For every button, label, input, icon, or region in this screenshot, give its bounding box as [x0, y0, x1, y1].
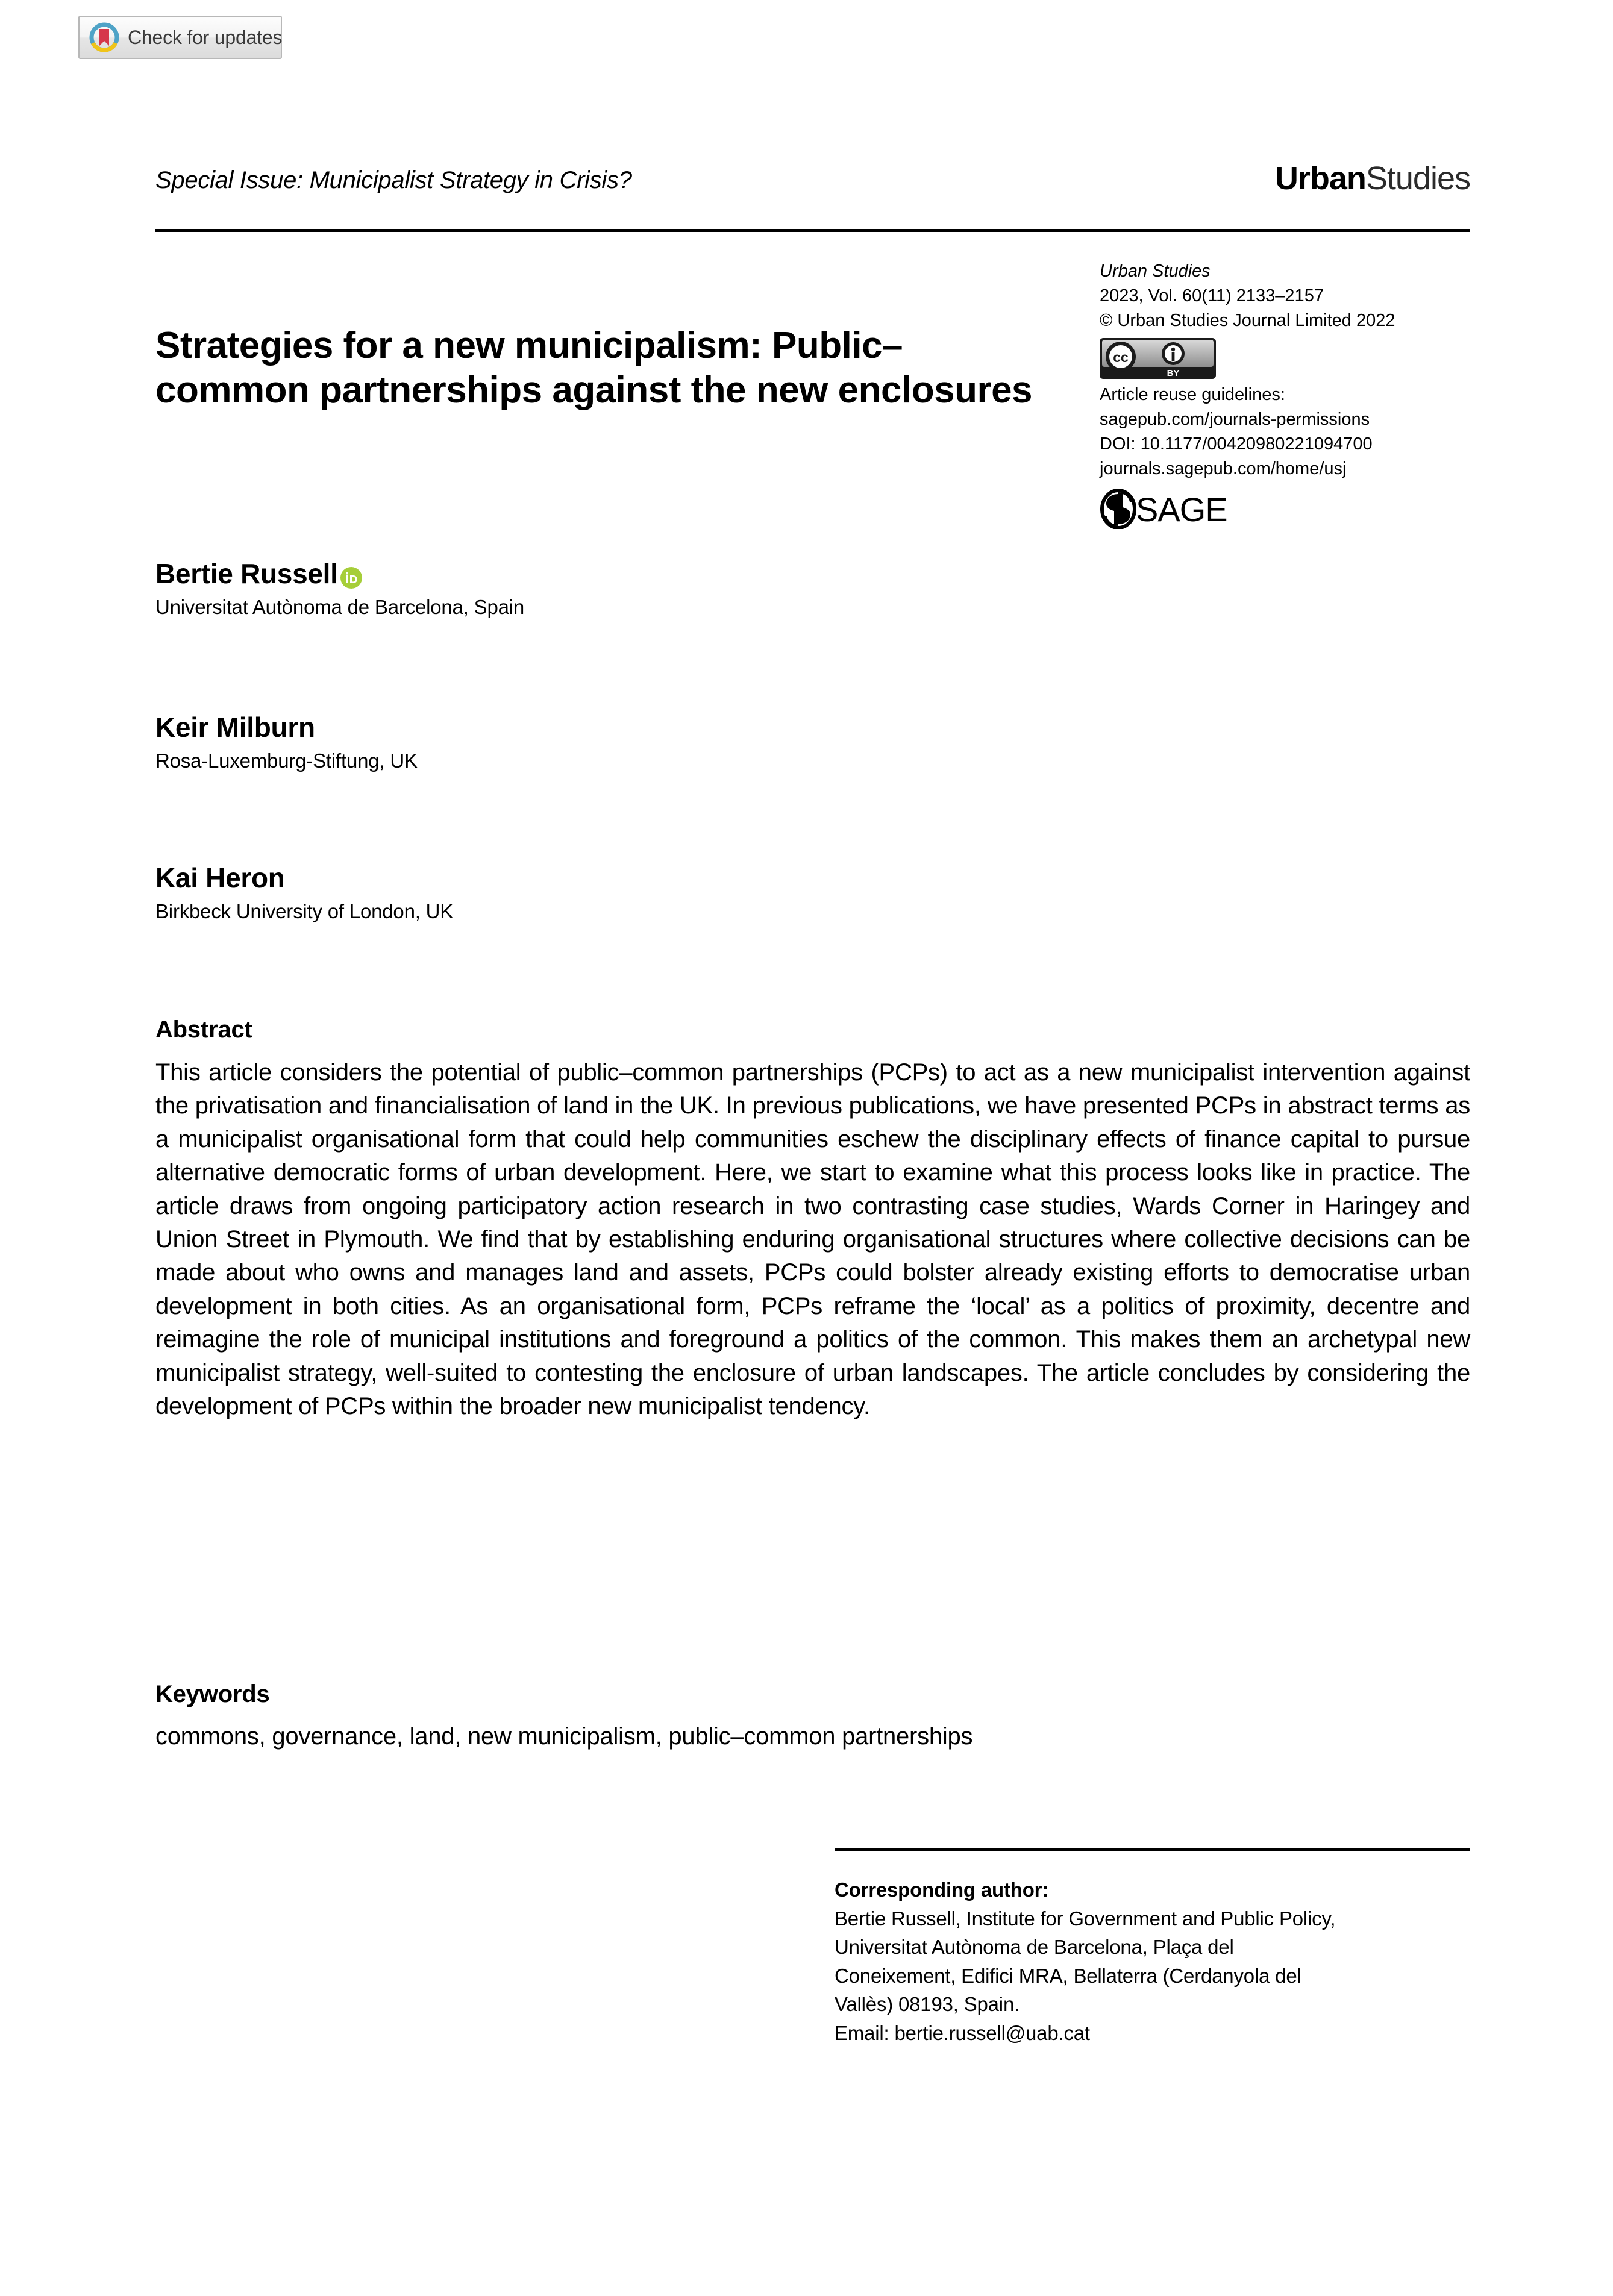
author-affiliation: Rosa-Luxemburg-Stiftung, UK [155, 749, 418, 772]
cc-by-icon[interactable] [1100, 338, 1216, 379]
metadata-journal-name: Urban Studies [1100, 261, 1211, 281]
author-name-text: Keir Milburn [155, 712, 315, 743]
header-divider [155, 229, 1470, 232]
corresponding-author-line-4: Vallès) 08193, Spain. [835, 1993, 1020, 2016]
author-affiliation: Birkbeck University of London, UK [155, 900, 454, 922]
orcid-icon[interactable] [340, 563, 362, 584]
author-name [155, 711, 1059, 743]
metadata-copyright: © Urban Studies Journal Limited 2022 [1100, 311, 1395, 331]
abstract-text: This article considers the potential of public–common partnerships (PCPs) to act as a new municipalist intervention against the privatisation and financialisation of land in the UK. In previous publications, we have presented PCPs in abstract terms as a municipalist organisational form that could help communities eschew the disciplinary effects of finance capital to pursue alternative democratic forms of urban development. Here, we start to examine what this process looks like in practice. The article draws from ongoing participatory action research in two contrasting case studies, Wards Corner in Haringey and Union Street in Plymouth. We find that by establishing enduring organisational structures where collective decisions can be made about who owns and manages land and assets, PCPs could bolster already existing efforts to democratise urban development in both cities. As an organisational form, PCPs reframe the ‘local’ as a politics of proximity, decentre and reimagine the role of municipal institutions and foreground a politics of the common. This makes them an archetypal new municipalist strategy, well-suited to contesting the enclosure of urban landscapes. The article concludes by considering the development of PCPs within the broader new municipalist tendency. [155, 1059, 1470, 1419]
check-for-updates-label: Check for updates [128, 26, 283, 48]
corresponding-author-block [835, 1875, 1473, 2047]
metadata-home-link[interactable]: journals.sagepub.com/home/usj [1100, 459, 1347, 479]
corresponding-author-divider [835, 1848, 1470, 1851]
corresponding-author-email[interactable]: Email: bertie.russell@uab.cat [835, 2021, 1090, 2044]
running-head: Special Issue: Municipalist Strategy in Crisis? [155, 167, 632, 193]
svg-text:SAGE: SAGE [1136, 490, 1227, 529]
masthead-studies: Studies [1365, 160, 1470, 196]
svg-text:cc: cc [1113, 349, 1129, 365]
metadata-volume: 2023, Vol. 60(11) 2133–2157 [1100, 286, 1324, 306]
author-entry-2 [155, 711, 1059, 772]
author-name-text: Kai Heron [155, 862, 285, 893]
corresponding-author-heading: Corresponding author: [835, 1878, 1049, 1901]
author-name [155, 557, 1059, 590]
corresponding-author-line-3: Coneixement, Edifici MRA, Bellaterra (Cerdanyola del [835, 1964, 1301, 1987]
journal-masthead [1275, 160, 1470, 197]
sage-logo [1100, 489, 1250, 529]
author-name [155, 862, 1059, 894]
metadata-reuse-label: Article reuse guidelines: [1100, 384, 1285, 404]
crossmark-icon [89, 22, 119, 52]
keywords-heading: Keywords [155, 1681, 270, 1707]
metadata-permissions-link[interactable]: sagepub.com/journals-permissions [1100, 409, 1370, 429]
author-affiliation: Universitat Autònoma de Barcelona, Spain [155, 596, 525, 618]
masthead-urban: Urban [1274, 160, 1366, 196]
author-name-text: Bertie Russell [155, 558, 338, 589]
keywords-text: commons, governance, land, new municipalism, public–common partnerships [155, 1723, 973, 1750]
author-entry-1 [155, 557, 1059, 619]
journal-metadata-block [1100, 259, 1473, 529]
corresponding-author-line-1: Bertie Russell, Institute for Government and Public Policy, [835, 1907, 1336, 1930]
abstract-heading: Abstract [155, 1016, 252, 1043]
check-for-updates-badge[interactable] [78, 16, 282, 59]
svg-text:BY: BY [1167, 368, 1180, 378]
page-title: Strategies for a new municipalism: Public–common partnerships against the new enclosures [155, 324, 1033, 411]
author-entry-3 [155, 862, 1059, 923]
corresponding-author-line-2: Universitat Autònoma de Barcelona, Plaça del [835, 1936, 1234, 1959]
metadata-doi[interactable]: DOI: 10.1177/00420980221094700 [1100, 434, 1373, 454]
